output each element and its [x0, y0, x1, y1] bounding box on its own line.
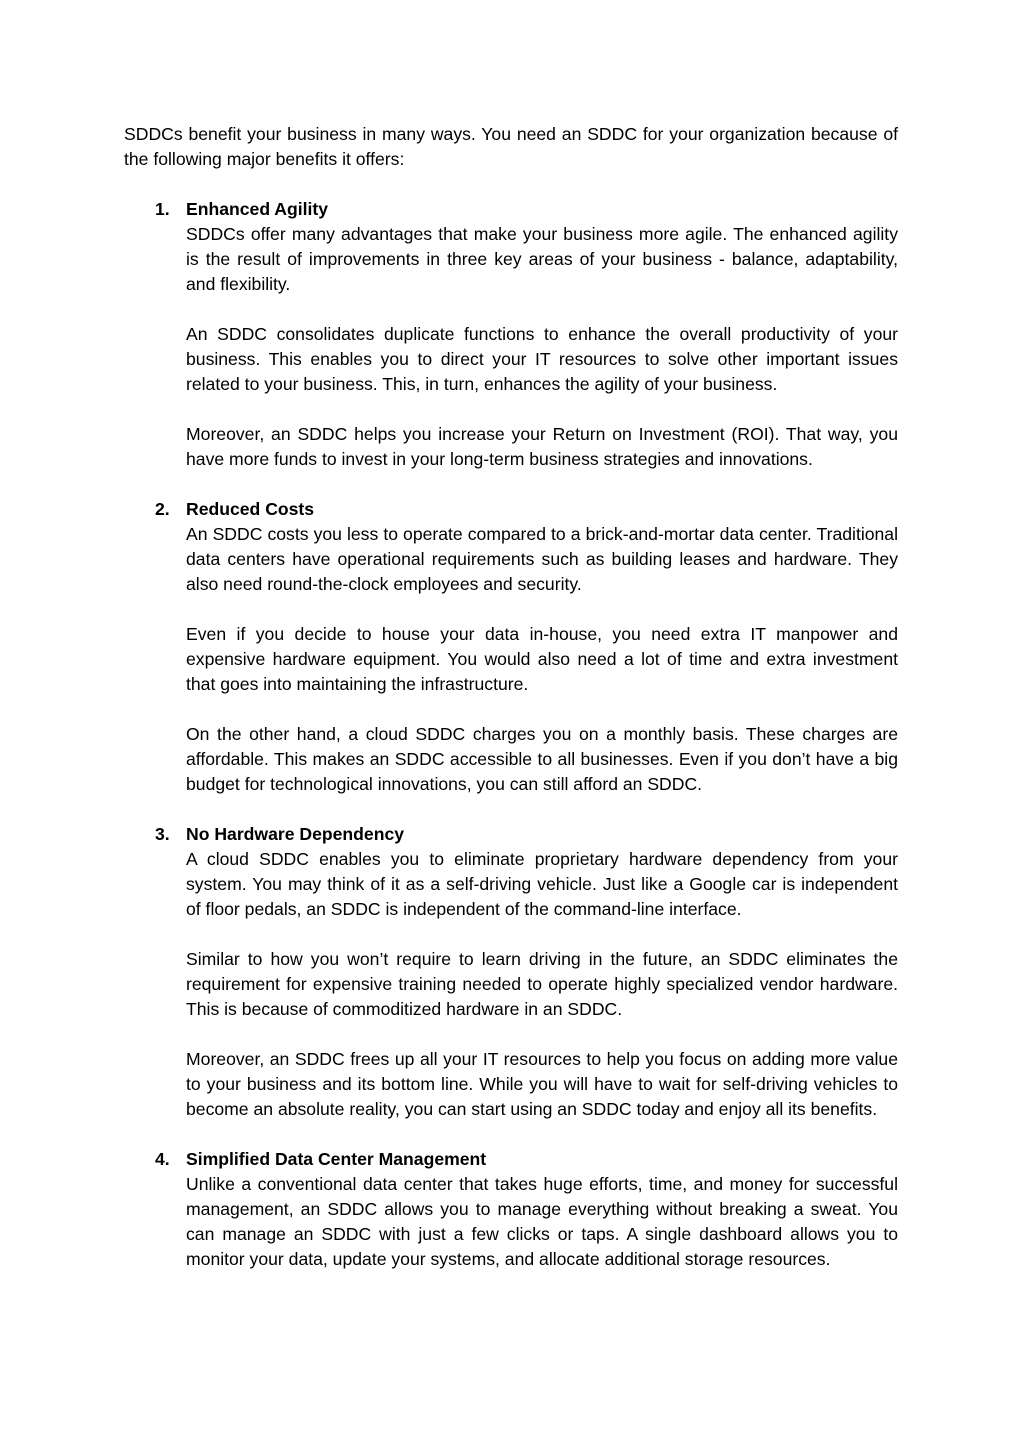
benefit-no-hardware-dependency — [124, 822, 898, 1122]
benefit-title: Simplified Data Center Management — [186, 1149, 487, 1169]
benefit-paragraph: Unlike a conventional data center that takes huge efforts, time, and money for successful management, an SDDC allows you to manage everything without breaking a sweat. You can manage an SDDC with just a few clicks or taps. A single dashboard allows you to monitor your data, update your systems, and allocate additional storage resources. — [186, 1174, 898, 1269]
list-number: 1. — [155, 199, 170, 219]
benefit-paragraph: Even if you decide to house your data in-house, you need extra IT manpower and expensive hardware equipment. You would also need a lot of time and extra investment that goes into maintaining the infrastructure. — [186, 624, 898, 694]
list-number: 2. — [155, 499, 170, 519]
benefit-simplified-management — [124, 1147, 898, 1272]
benefit-reduced-costs — [124, 497, 898, 797]
benefit-paragraph: An SDDC costs you less to operate compared to a brick-and-mortar data center. Traditional data centers have operational requirements such as building leases and hardware. They also need round-the-clock employees and security. — [186, 524, 898, 594]
benefit-paragraph: Similar to how you won’t require to learn driving in the future, an SDDC eliminates the requirement for expensive training needed to operate highly specialized vendor hardware. This is because of commoditized hardware in an SDDC. — [186, 949, 898, 1019]
list-number: 4. — [155, 1149, 170, 1169]
benefit-paragraph: A cloud SDDC enables you to eliminate proprietary hardware dependency from your system. You may think of it as a self-driving vehicle. Just like a Google car is independent of floor pedals, an SDDC is independent of the command-line interface. — [186, 849, 898, 919]
benefit-paragraph: Moreover, an SDDC frees up all your IT resources to help you focus on adding more value to your business and its bottom line. While you will have to wait for self-driving vehicles to become an absolute reality, you can start using an SDDC today and enjoy all its benefits. — [186, 1049, 898, 1119]
benefit-paragraph: Moreover, an SDDC helps you increase your Return on Investment (ROI). That way, you have more funds to invest in your long-term business strategies and innovations. — [186, 424, 898, 469]
list-number: 3. — [155, 824, 170, 844]
benefit-title: No Hardware Dependency — [186, 824, 405, 844]
benefit-title: Enhanced Agility — [186, 199, 329, 219]
benefit-paragraph: On the other hand, a cloud SDDC charges you on a monthly basis. These charges are affordable. This makes an SDDC accessible to all businesses. Even if you don’t have a big budget for technological innovations, you can still afford an SDDC. — [186, 724, 898, 794]
benefit-title: Reduced Costs — [186, 499, 315, 519]
document-page — [124, 122, 898, 1297]
benefit-enhanced-agility — [124, 197, 898, 472]
benefits-list — [124, 197, 898, 1272]
benefit-paragraph: SDDCs offer many advantages that make your business more agile. The enhanced agility is the result of improvements in three key areas of your business - balance, adaptability, and flexibility. — [186, 224, 898, 294]
benefit-paragraph: An SDDC consolidates duplicate functions to enhance the overall productivity of your business. This enables you to direct your IT resources to solve other important issues related to your business. This, in turn, enhances the agility of your business. — [186, 324, 898, 394]
intro-paragraph: SDDCs benefit your business in many ways. You need an SDDC for your organization because of the following major benefits it offers: — [124, 124, 898, 169]
